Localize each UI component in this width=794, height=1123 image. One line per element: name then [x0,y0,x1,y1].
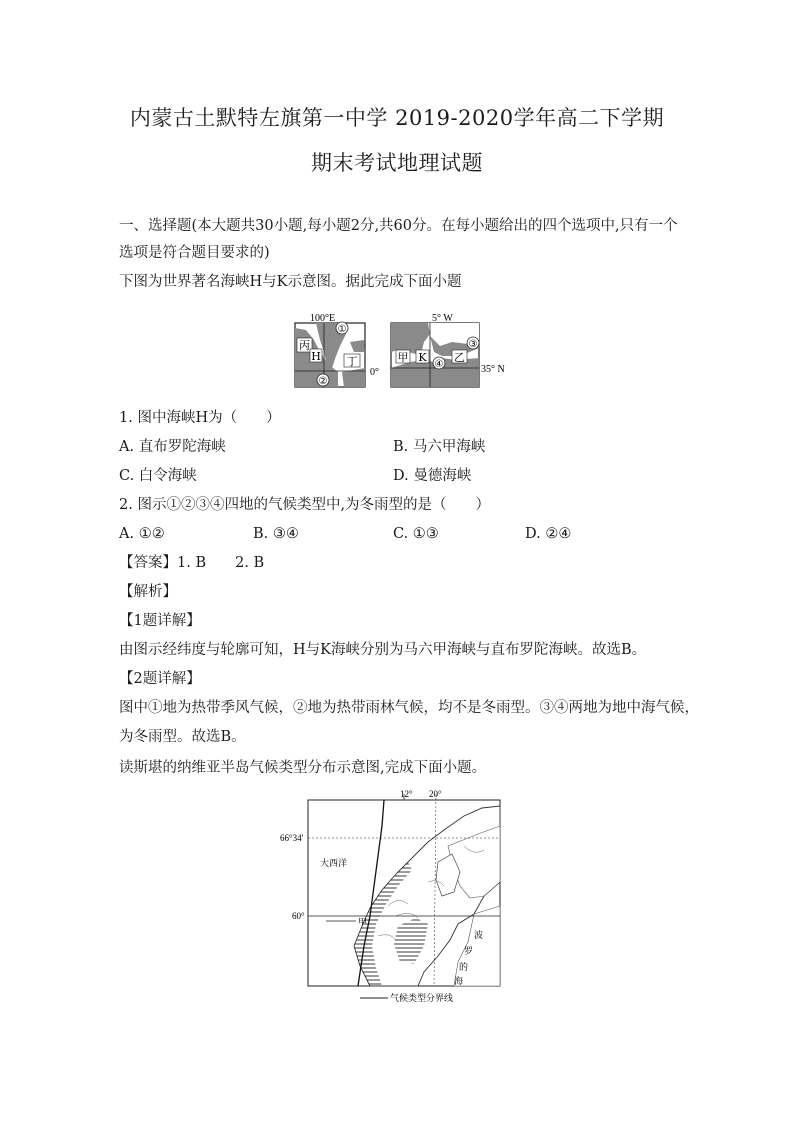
label-bing: 丙 [299,339,310,352]
marker-2: ② [318,376,328,387]
lon-label-20: 20° [429,789,442,799]
question-1: 1. 图中海峡H为（ ） [119,410,281,426]
detail-1-heading: 【1题详解】 [119,613,201,629]
question-2: 2. 图示①②③④四地的气候类型中,为冬雨型的是（ ） [119,497,491,513]
detail-1-text: 由图示经纬度与轮廓可知，H与K海峡分别为马六甲海峡与直布罗陀海峡。故选B。 [119,642,647,658]
detail-2-heading: 【2题详解】 [119,671,201,687]
lat-label-60: 60° [292,911,305,921]
lat-label-6634: 66°34' [280,833,304,843]
section-instruction-line2: 选项是符合题目要求的) [119,245,270,261]
page-title-line1: 内蒙古土默特左旗第一中学 2019-2020学年高二下学期 [129,106,665,130]
label-ding: 丁 [346,355,358,368]
scandinavia-climate-map [278,786,508,1006]
q1-option-c: C. 白令海峡 [119,468,197,484]
q2-option-a: A. ①② [119,526,165,542]
marker-1: ① [337,324,347,335]
q1-option-b: B. 马六甲海峡 [393,439,486,455]
q1-option-d: D. 曼德海峡 [393,468,472,484]
label-yi: 乙 [454,351,465,364]
label-h: H [311,350,321,363]
lon-label-5w: 5° W [432,313,453,324]
section-instruction-line1: 一、选择题(本大题共30小题,每小题2分,共60分。在每小题给出的四个选项中,只有一个 [119,218,678,234]
label-baltic-4: 海 [454,977,464,987]
q1-option-a: A. 直布罗陀海峡 [119,439,226,455]
legend-boundary: 气候类型分界线 [390,994,454,1004]
question-group-intro: 下图为世界著名海峡H与K示意图。据此完成下面小题 [119,274,462,290]
page-title-line2: 期末考试地理试题 [311,151,483,175]
q2-option-b: B. ③④ [253,526,299,542]
detail-2-text-line1: 图中①地为热带季风气候，②地为热带雨林气候，均不是冬雨型。③④两地为地中海气候， [119,700,699,716]
lon-label-100e: 100°E [310,313,336,324]
label-jia: 甲 [397,351,409,364]
question-group-intro-2: 读斯堪的纳维亚半岛气候类型分布示意图,完成下面小题。 [119,760,487,776]
label-jia-scandinavia: 甲 [358,918,368,928]
strait-k-map [390,312,515,392]
lat-label-35n: 35° N [481,364,505,375]
marker-4: ④ [434,359,444,370]
strait-h-map [294,312,389,392]
answer-line: 【答案】1. B 2. B [119,555,265,571]
lon-label-12: 12° [400,789,413,799]
detail-2-text-line2: 为冬雨型。故选B。 [119,729,246,745]
q2-option-d: D. ②④ [525,526,572,542]
lat-label-0: 0° [370,367,379,378]
analysis-heading: 【解析】 [119,584,177,600]
label-baltic-3: 的 [459,963,469,973]
label-baltic-2: 罗 [464,947,474,957]
marker-3: ③ [468,339,478,350]
label-k: K [418,351,427,364]
label-baltic-1: 波 [474,931,484,941]
label-atlantic: 大西洋 [320,859,348,869]
q2-option-c: C. ①③ [393,526,439,542]
